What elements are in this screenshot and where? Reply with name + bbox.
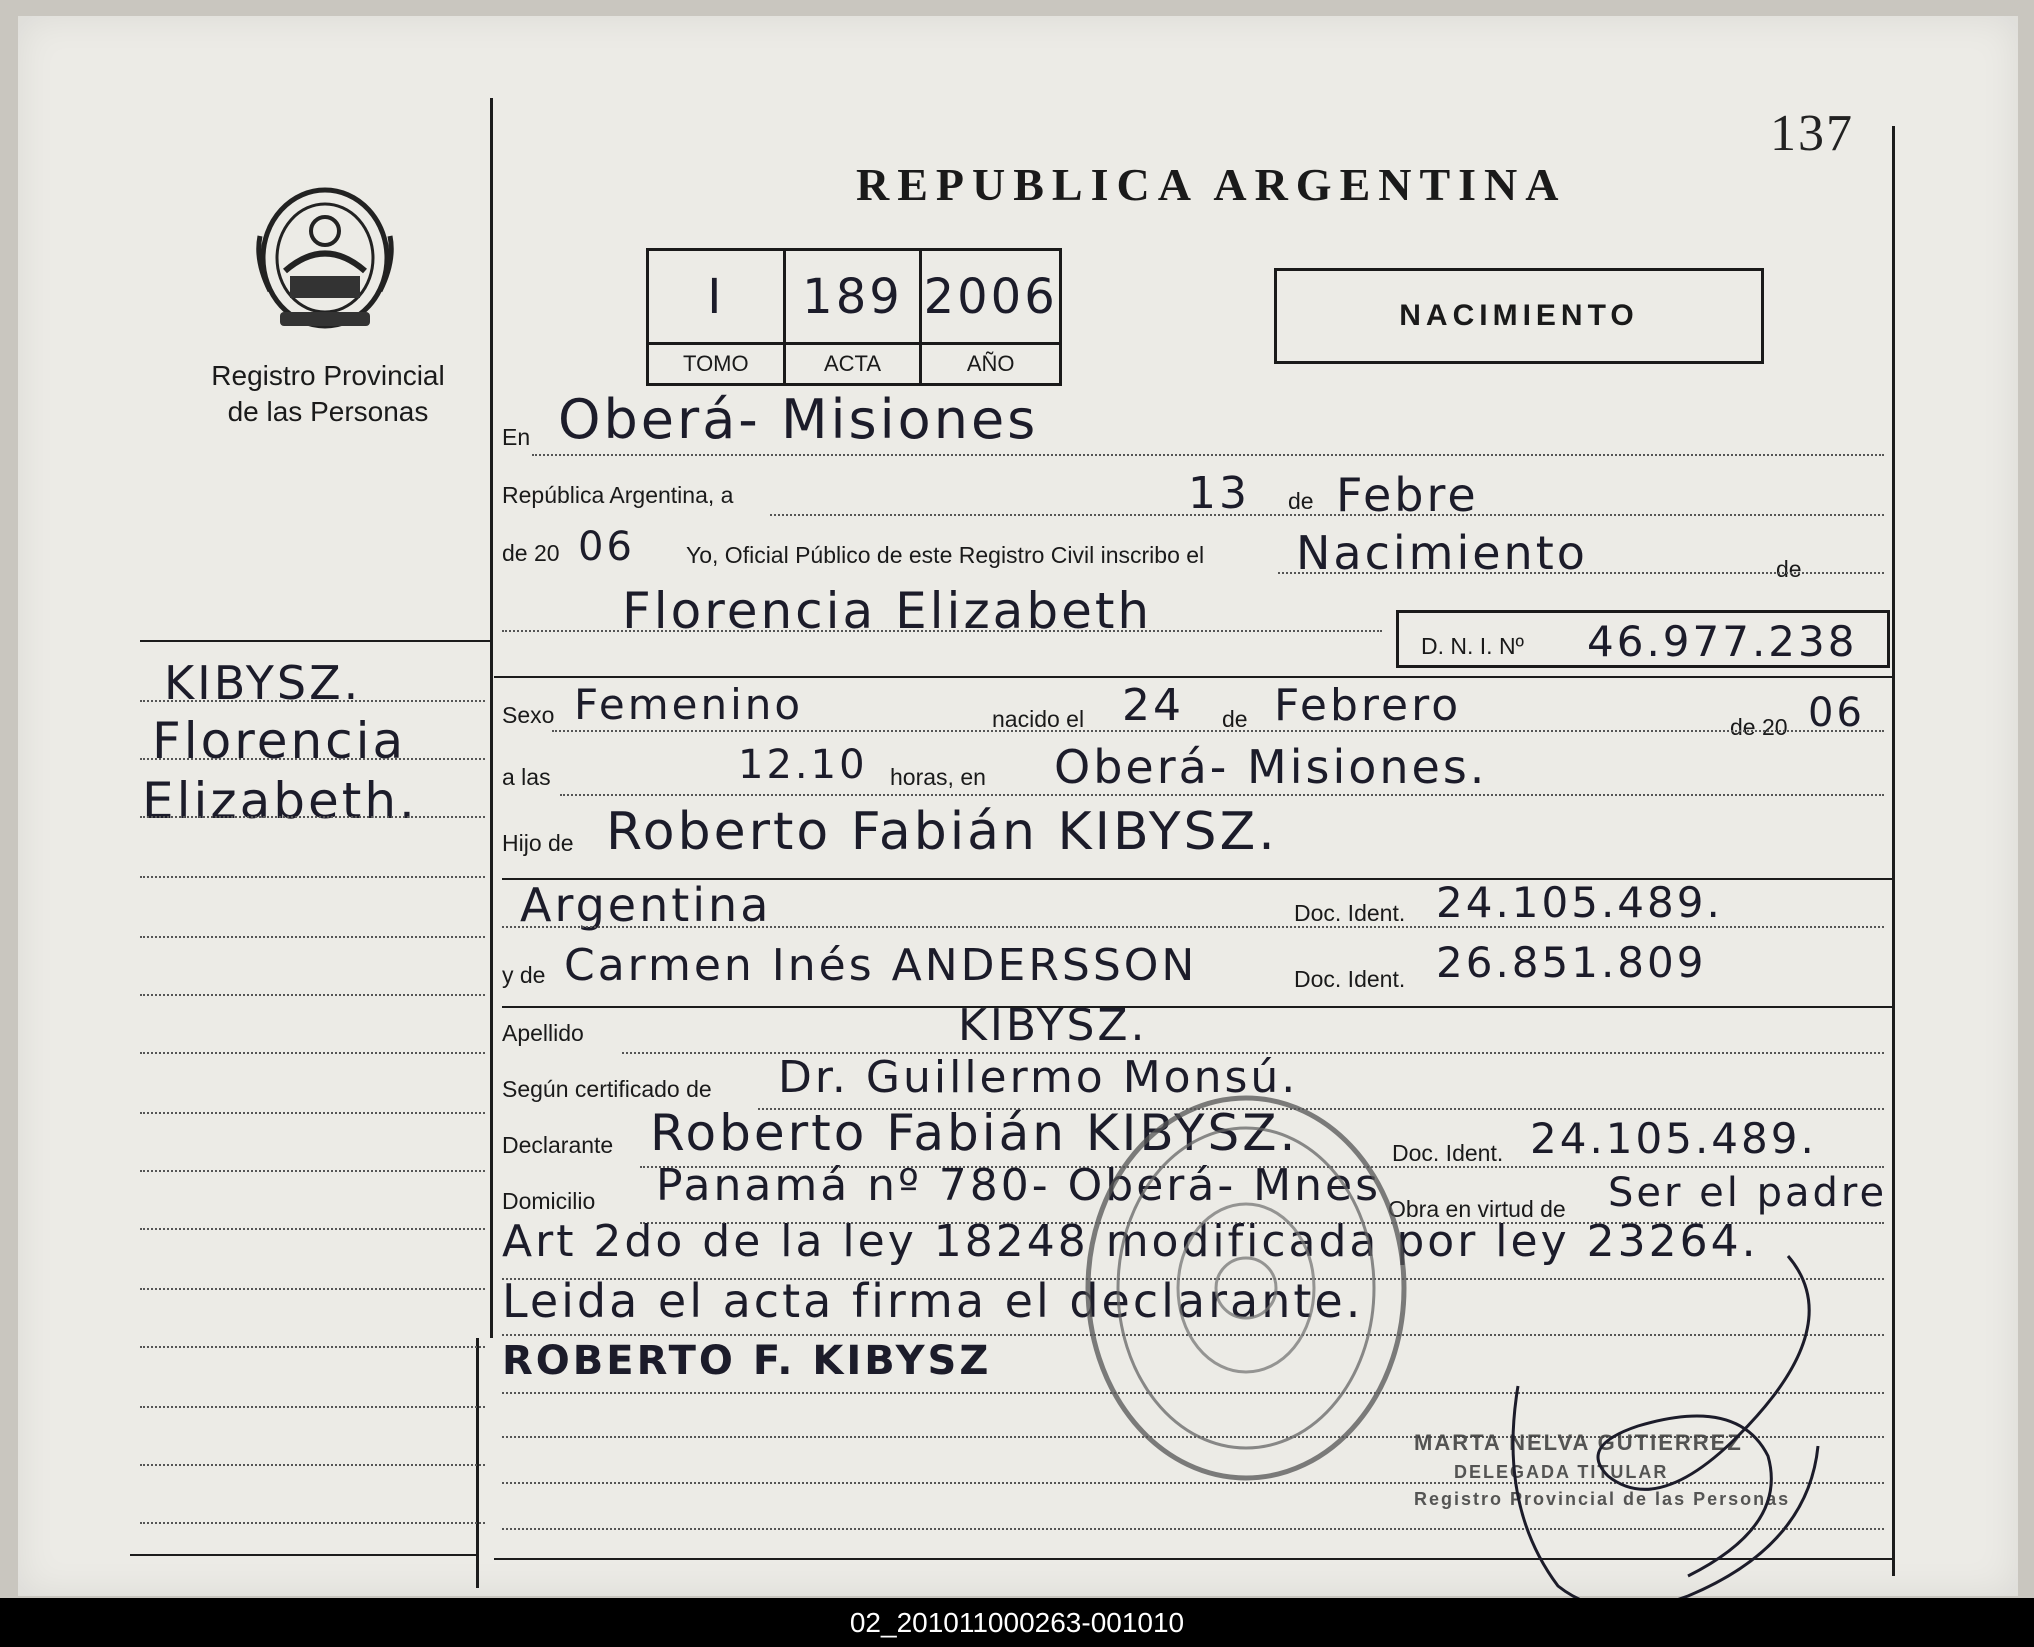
domicilio-label: Domicilio: [502, 1188, 596, 1214]
margin-line: [140, 1522, 485, 1524]
birth-year: 06: [1808, 690, 1865, 736]
margin-line: [140, 936, 485, 938]
margin-line: [140, 1406, 485, 1408]
official-signature: [1488, 1246, 1848, 1616]
domicilio-value: Panamá nº 780- Oberá- Mnes: [656, 1160, 1382, 1211]
margin-line: [140, 1052, 485, 1054]
oficial-label: Yo, Oficial Público de este Registro Civil inscribo el: [686, 542, 1205, 568]
tomo-value: I: [649, 251, 786, 345]
mother-name: Carmen Inés ANDERSSON: [564, 940, 1198, 991]
section-rule: [494, 676, 1892, 678]
ano-label: AÑO: [966, 351, 1015, 376]
margin-middle-name: Elizabeth.: [142, 772, 418, 830]
margin-line: [140, 1228, 485, 1230]
registry-name: [168, 358, 488, 430]
margin-line: [140, 1464, 485, 1466]
father-doc-label: Doc. Ident.: [1294, 900, 1406, 926]
day-value: 13: [1188, 468, 1250, 519]
declarante-label: Declarante: [502, 1132, 614, 1158]
sexo-label: Sexo: [502, 702, 555, 728]
official-name: MARTA NELVA GUTIERREZ: [1414, 1430, 1743, 1455]
image-caption: 02_201011000263-001010: [0, 1598, 2034, 1647]
declarante-name: Roberto Fabián KIBYSZ.: [650, 1104, 1299, 1162]
month-value: Febre: [1336, 468, 1479, 522]
de20-label: de 20: [502, 540, 560, 566]
ano-value: 2006: [922, 251, 1059, 345]
record-type-box: NACIMIENTO: [1274, 268, 1764, 364]
dni-value: 46.977.238: [1587, 617, 1858, 666]
official-office: Registro Provincial de las Personas: [1414, 1489, 1791, 1509]
margin-surname: KIBYSZ.: [164, 656, 362, 710]
acta-label: ACTA: [786, 345, 923, 383]
father-nationality: Argentina: [520, 878, 772, 932]
margin-line: [140, 758, 485, 760]
form-line: [532, 454, 1884, 456]
nacido-label: nacido el: [992, 706, 1085, 732]
certificate-page: [18, 16, 2018, 1596]
year-value: 06: [578, 524, 635, 570]
art-line: Art 2do de la ley 18248 modificada por ley 23264.: [502, 1216, 1759, 1267]
declarante-doc-label: Doc. Ident.: [1392, 1140, 1504, 1166]
hijo-label: Hijo de: [502, 830, 574, 856]
mother-doc-value: 26.851.809: [1436, 938, 1707, 987]
de-label: de: [1288, 488, 1314, 514]
yde-label: y de: [502, 962, 546, 988]
obra-label: Obra en virtud de: [1388, 1196, 1566, 1222]
father-name: Roberto Fabián KIBYSZ.: [606, 802, 1278, 862]
birth-day: 24: [1122, 680, 1184, 731]
provincial-emblem-icon: [250, 176, 400, 336]
de2000-label: de 20: [1730, 714, 1788, 740]
left-border-line: [490, 98, 493, 1338]
margin-top-rule: [140, 640, 490, 642]
margin-line: [140, 1288, 485, 1290]
en-value: Oberá- Misiones: [558, 388, 1039, 451]
en-label: En: [502, 424, 531, 450]
apellido-label: Apellido: [502, 1020, 584, 1046]
leida-line: Leida el acta firma el declarante.: [502, 1274, 1364, 1328]
mother-doc-label: Doc. Ident.: [1294, 966, 1406, 992]
tomo-label: TOMO: [649, 345, 786, 383]
father-doc-value: 24.105.489.: [1436, 878, 1723, 927]
sexo-value: Femenino: [574, 680, 804, 729]
hour-value: 12.10: [738, 742, 868, 788]
margin-first-name: Florencia: [152, 712, 407, 770]
birth-place: Oberá- Misiones.: [1054, 740, 1488, 794]
dni-label: D. N. I. Nº: [1421, 633, 1524, 659]
certificado-value: Dr. Guillermo Monsú.: [778, 1052, 1299, 1103]
inscribo-value: Nacimiento: [1296, 526, 1588, 580]
margin-line: [140, 1170, 485, 1172]
margin-line: [140, 1346, 485, 1348]
margin-line: [140, 994, 485, 996]
registry-seal-icon: [1076, 1088, 1416, 1488]
form-line: [1278, 572, 1884, 574]
alas-label: a las: [502, 764, 551, 790]
acta-value: 189: [786, 251, 923, 345]
child-name: Florencia Elizabeth: [622, 582, 1153, 640]
margin-line: [140, 1112, 485, 1114]
horas-label: horas, en: [890, 764, 986, 790]
margin-line: [140, 700, 485, 702]
margin-line: [140, 816, 485, 818]
form-line: [560, 794, 1884, 796]
registry-line-1: Registro Provincial: [211, 360, 445, 391]
de-label-3: de: [1222, 706, 1248, 732]
declarant-signature-text: ROBERTO F. KIBYSZ: [502, 1338, 992, 1384]
form-line: [502, 926, 1884, 928]
republica-label: República Argentina, a: [502, 482, 734, 508]
birth-month: Febrero: [1274, 680, 1462, 731]
document-title: REPUBLICA ARGENTINA: [856, 159, 1567, 210]
page-number: 137: [1770, 105, 1854, 162]
form-line: [502, 630, 1382, 632]
de-label-2: de: [1776, 556, 1802, 582]
margin-line: [140, 876, 485, 878]
declarante-doc-value: 24.105.489.: [1530, 1114, 1817, 1163]
form-line: [552, 730, 1884, 732]
dni-box: [1396, 610, 1890, 668]
official-title: DELEGADA TITULAR: [1454, 1462, 1669, 1482]
certificado-label: Según certificado de: [502, 1076, 712, 1102]
right-border-line: [1892, 126, 1895, 1576]
left-border-line-lower: [476, 1338, 479, 1588]
margin-bottom-rule: [130, 1554, 476, 1556]
obra-value: Ser el padre: [1608, 1170, 1888, 1216]
registry-line-2: de las Personas: [227, 396, 429, 427]
reference-box: [646, 248, 1062, 386]
apellido-value: KIBYSZ.: [958, 1000, 1148, 1051]
form-line: [770, 514, 1884, 516]
section-rule: [502, 1006, 1892, 1008]
